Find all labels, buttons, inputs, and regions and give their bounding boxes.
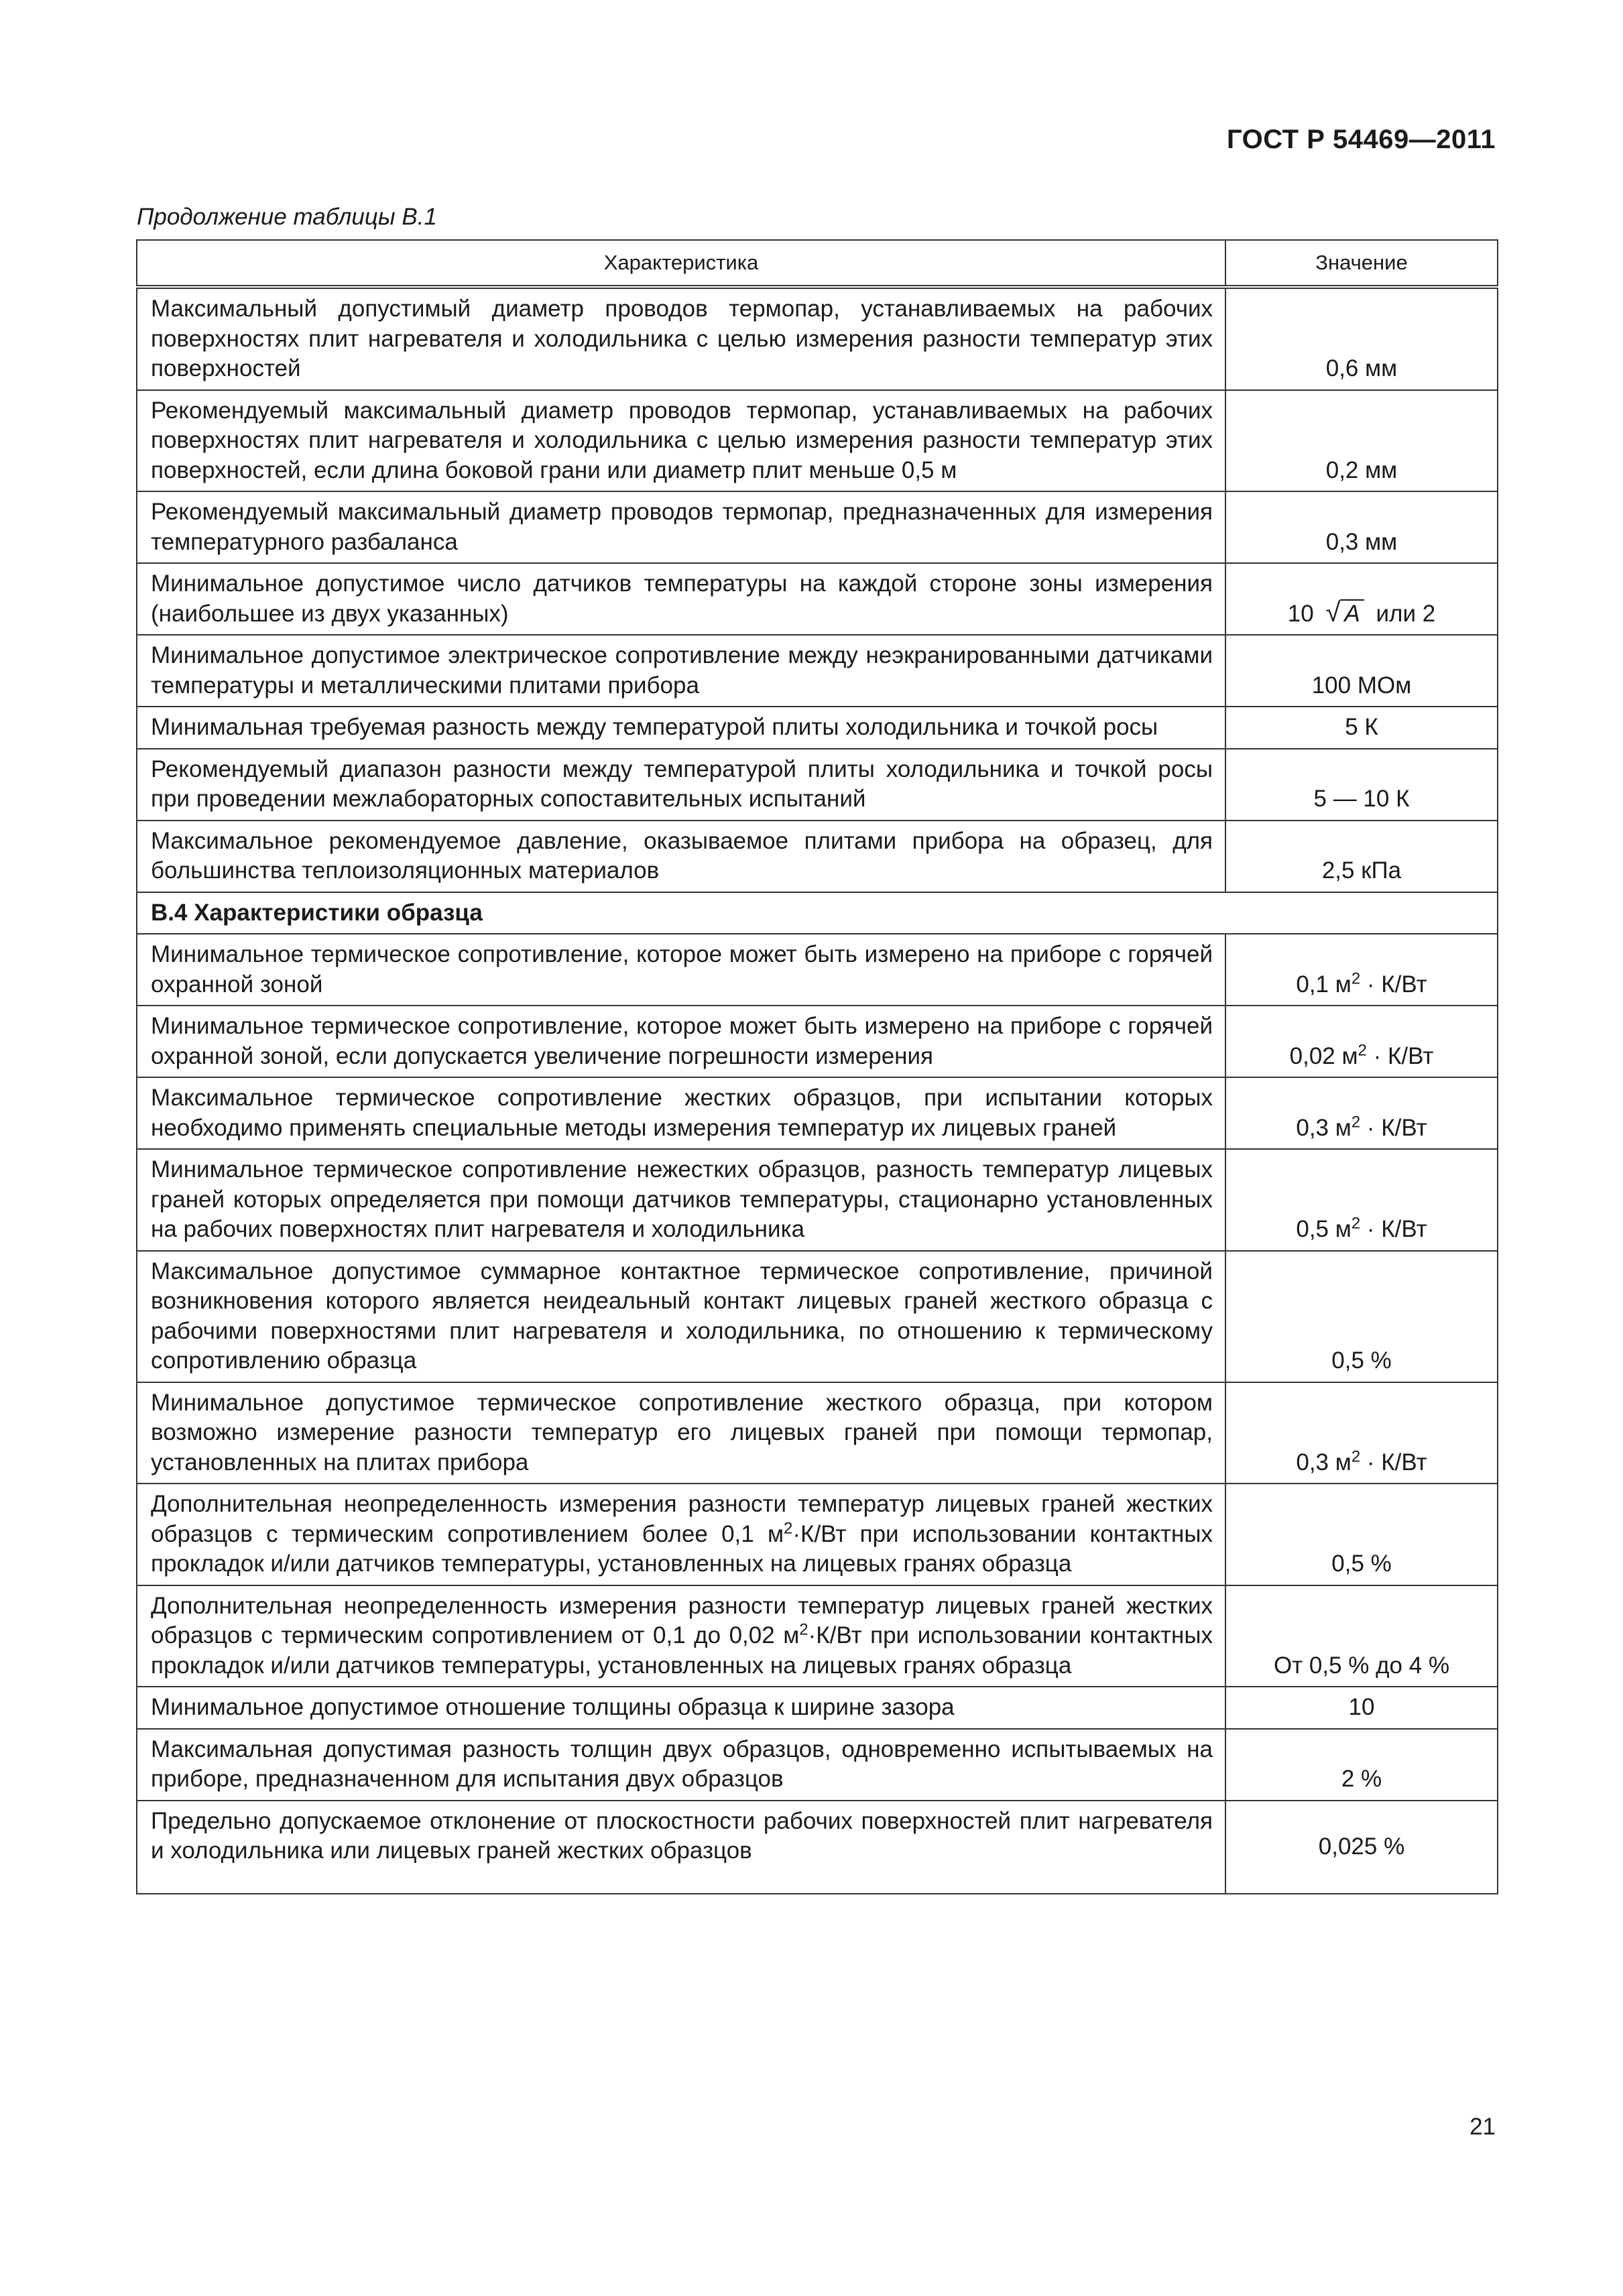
superscript: 2 — [1351, 969, 1361, 987]
row-description — [137, 1484, 1225, 1585]
row-description: Максимальное допустимое суммарное контактное термическое сопротивление, причиной возникновения которого является неидеальный контакт лицевых граней жесткого образца с рабочими поверхностями плит нагревателя и холодильника, по отношению к термическому сопротивлению образца — [137, 1251, 1225, 1382]
row-value: 10 — [1225, 1687, 1498, 1729]
row-description: Минимальное допустимое число датчиков температуры на каждой стороне зоны измерения (наибольшее из двух указанных) — [137, 563, 1225, 635]
formula-coefficient: 10 — [1287, 600, 1314, 627]
row-value: 5 К — [1225, 707, 1498, 749]
table-row — [137, 1484, 1498, 1585]
table-row — [137, 821, 1498, 892]
value-unit: К/Вт — [1381, 1449, 1427, 1475]
description-text: ·К/Вт при использовании контактных прокладок и/или датчиков температуры, установленных на лицевых гранях образца — [151, 1520, 1213, 1577]
value-number: 0,5 м — [1296, 1216, 1351, 1242]
value-unit: К/Вт — [1381, 971, 1427, 998]
table-row — [137, 1585, 1498, 1687]
row-value: 0,2 мм — [1225, 390, 1498, 492]
row-value — [1225, 1006, 1498, 1077]
square-root-formula — [1325, 598, 1364, 629]
dot: · — [1373, 1042, 1382, 1069]
row-value — [1225, 934, 1498, 1006]
row-value-formula — [1225, 563, 1498, 635]
table-row — [137, 390, 1498, 492]
row-value: 0,5 % — [1225, 1251, 1498, 1382]
table-header-row — [137, 240, 1498, 287]
table-row — [137, 934, 1498, 1006]
row-value — [1225, 1149, 1498, 1251]
table-row — [137, 1149, 1498, 1251]
value-number: 0,1 м — [1296, 971, 1351, 998]
superscript: 2 — [1351, 1112, 1361, 1131]
table-row — [137, 707, 1498, 749]
table-row — [137, 749, 1498, 821]
row-description: Рекомендуемый диапазон разности между температурой плиты холодильника и точкой росы при проведении межлабораторных сопоставительных испытаний — [137, 749, 1225, 821]
description-text: Дополнительная неопределенность измерения разности температур лицевых граней жестких образцов с термическим сопротивлением от 0,1 до 0,02 м — [151, 1592, 1213, 1648]
row-description: Максимальная допустимая разность толщин двух образцов, одновременно испытываемых на приборе, предназначенном для испытания двух образцов — [137, 1729, 1225, 1801]
row-description: Минимальное допустимое электрическое сопротивление между неэкранированными датчиками температуры и металлическими плитами прибора — [137, 635, 1225, 707]
row-value: 2 % — [1225, 1729, 1498, 1801]
row-description: Рекомендуемый максимальный диаметр проводов термопар, устанавливаемых на рабочих поверхностях плит нагревателя и холодильника с целью измерения разности температур этих поверхностей, если длина боковой грани или диаметр плит меньше 0,5 м — [137, 390, 1225, 492]
value-unit: К/Вт — [1388, 1042, 1434, 1069]
table-caption: Продолжение таблицы В.1 — [137, 204, 437, 230]
characteristics-table — [136, 239, 1498, 1894]
formula-alternative: или 2 — [1376, 600, 1436, 627]
row-description — [137, 1585, 1225, 1687]
description-text: ·К/Вт при использовании контактных прокладок и/или датчиков температуры, установленных на лицевых гранях образца — [151, 1622, 1213, 1679]
table-row — [137, 1729, 1498, 1801]
table-row — [137, 563, 1498, 635]
table-row — [137, 635, 1498, 707]
row-value: 5 — 10 К — [1225, 749, 1498, 821]
row-description: Максимальный допустимый диаметр проводов термопар, устанавливаемых на рабочих поверхностях плит нагревателя и холодильника с целью измерения разности температур этих поверхностей — [137, 287, 1225, 390]
dot: · — [1366, 971, 1375, 998]
table-row — [137, 1382, 1498, 1484]
row-value: 0,6 мм — [1225, 287, 1498, 390]
table-row — [137, 1687, 1498, 1729]
value-unit: К/Вт — [1381, 1114, 1427, 1141]
row-description: Минимальное допустимое отношение толщины образца к ширине зазора — [137, 1687, 1225, 1729]
value-number: 0,02 м — [1289, 1042, 1358, 1069]
row-value — [1225, 1382, 1498, 1484]
value-unit: К/Вт — [1381, 1216, 1427, 1242]
value-number: 0,3 м — [1296, 1114, 1351, 1141]
row-description: Минимальное термическое сопротивление, которое может быть измерено на приборе с горячей охранной зоной, если допускается увеличение погрешности измерения — [137, 1006, 1225, 1077]
section-row — [137, 892, 1498, 934]
table-row — [137, 491, 1498, 563]
superscript: 2 — [784, 1518, 793, 1537]
row-value: От 0,5 % до 4 % — [1225, 1585, 1498, 1687]
row-description: Минимальное термическое сопротивление, которое может быть измерено на приборе с горячей охранной зоной — [137, 934, 1225, 1006]
table-row — [137, 1251, 1498, 1382]
superscript: 2 — [1351, 1447, 1361, 1465]
column-header-characteristic: Характеристика — [137, 240, 1225, 287]
page-number: 21 — [1469, 2114, 1496, 2140]
superscript: 2 — [1358, 1040, 1367, 1059]
row-value: 0,025 % — [1225, 1801, 1498, 1894]
row-value: 0,3 мм — [1225, 491, 1498, 563]
row-value: 2,5 кПа — [1225, 821, 1498, 892]
dot: · — [1366, 1216, 1375, 1242]
row-value — [1225, 1077, 1498, 1149]
row-description: Максимальное термическое сопротивление жестких образцов, при испытании которых необходимо применять специальные методы измерения температур их лицевых граней — [137, 1077, 1225, 1149]
row-value: 100 МОм — [1225, 635, 1498, 707]
table-row — [137, 287, 1498, 390]
radical-sign-icon: √ — [1325, 597, 1341, 627]
row-description: Максимальное рекомендуемое давление, оказываемое плитами прибора на образец, для большинства теплоизоляционных материалов — [137, 821, 1225, 892]
row-description: Минимальное допустимое термическое сопротивление жесткого образца, при котором возможно измерение разности температур его лицевых граней при помощи термопар, установленных на плитах прибора — [137, 1382, 1225, 1484]
table-row — [137, 1801, 1498, 1894]
value-number: 0,3 м — [1296, 1449, 1351, 1475]
dot: · — [1366, 1114, 1375, 1141]
superscript: 2 — [799, 1620, 808, 1639]
row-value: 0,5 % — [1225, 1484, 1498, 1585]
dot: · — [1366, 1449, 1375, 1475]
section-heading: В.4 Характеристики образца — [137, 892, 1498, 934]
description-text: Дополнительная неопределенность измерения разности температур лицевых граней жестких образцов с термическим сопротивлением более 0,1 м — [151, 1491, 1213, 1547]
column-header-value: Значение — [1225, 240, 1498, 287]
formula-radicand: A — [1340, 599, 1364, 627]
row-description: Минимальное термическое сопротивление нежестких образцов, разность температур лицевых граней которых определяется при помощи датчиков температуры, стационарно установленных на рабочих поверхностях плит нагревателя и холодильника — [137, 1149, 1225, 1251]
row-description: Предельно допускаемое отклонение от плоскостности рабочих поверхностей плит нагревателя и холодильника или лицевых граней жестких образцов — [137, 1801, 1225, 1894]
superscript: 2 — [1351, 1214, 1361, 1233]
document-code: ГОСТ Р 54469—2011 — [1227, 125, 1496, 154]
row-description: Минимальная требуемая разность между температурой плиты холодильника и точкой росы — [137, 707, 1225, 749]
table-row — [137, 1006, 1498, 1077]
row-description: Рекомендуемый максимальный диаметр проводов термопар, предназначенных для измерения температурного разбаланса — [137, 491, 1225, 563]
table-row — [137, 1077, 1498, 1149]
